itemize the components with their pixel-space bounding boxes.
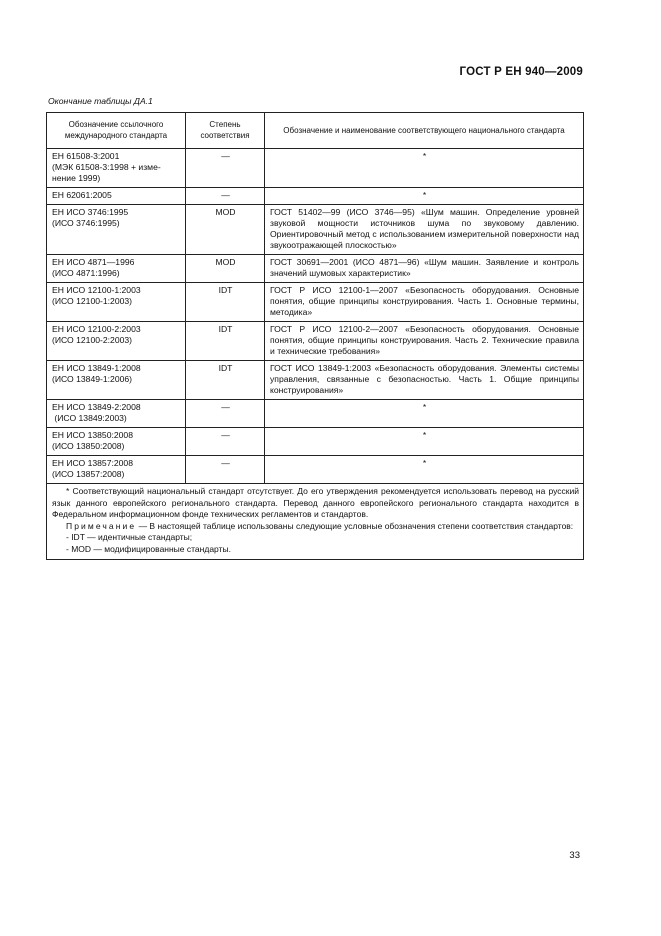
reference-line: (МЭК 61508-3:1998 + изме- xyxy=(52,162,161,172)
degree-cell: IDT xyxy=(186,322,265,361)
reference-cell xyxy=(47,188,186,205)
note-list-item: - MOD — модифицированные стандарты. xyxy=(66,543,231,554)
degree-cell: — xyxy=(186,400,265,428)
reference-line: ЕН 61508-3:2001 xyxy=(52,151,120,161)
reference-line: ЕН ИСО 3746:1995 xyxy=(52,207,129,217)
page-number: 33 xyxy=(569,850,580,861)
national-standard-cell: ГОСТ ИСО 13849-1:2003 «Безопасность оборудования. Элементы системы управления, связанные с безопасностью. Часть 1. Общие принципы конструирования» xyxy=(265,361,584,400)
national-standard-cell: * xyxy=(265,456,584,484)
reference-cell xyxy=(47,255,186,283)
degree-cell: IDT xyxy=(186,361,265,400)
degree-cell: — xyxy=(186,188,265,205)
reference-line: (ИСО 12100-2:2003) xyxy=(52,335,133,345)
table-row xyxy=(47,456,584,484)
reference-cell xyxy=(47,400,186,428)
reference-line: (ИСО 13850:2008) xyxy=(52,441,125,451)
reference-cell xyxy=(47,205,186,255)
reference-cell xyxy=(47,149,186,188)
reference-line: ЕН ИСО 13857:2008 xyxy=(52,458,133,468)
reference-line: ЕН ИСО 13850:2008 xyxy=(52,430,133,440)
note-text: — В настоящей таблице использованы следующие условные обозначения степени соответствия стандартов: xyxy=(136,520,574,531)
reference-line: ЕН 62061:2005 xyxy=(52,190,112,200)
reference-line: (ИСО 3746:1995) xyxy=(52,218,120,228)
table-caption: Окончание таблицы ДА.1 xyxy=(48,96,153,106)
national-standard-cell: ГОСТ 30691—2001 (ИСО 4871—96) «Шум машин. Заявление и контроль значений шумовых характеристик» xyxy=(265,255,584,283)
degree-cell: MOD xyxy=(186,255,265,283)
reference-line: (ИСО 13857:2008) xyxy=(52,469,125,479)
standards-table xyxy=(46,112,584,560)
column-header-national: Обозначение и наименование соответствующего национального стандарта xyxy=(265,113,584,149)
note-label: Примечание xyxy=(66,520,137,531)
table-header-row xyxy=(47,113,584,149)
national-standard-cell: * xyxy=(265,188,584,205)
table-row xyxy=(47,283,584,322)
table-row xyxy=(47,149,584,188)
reference-line: ЕН ИСО 12100-1:2003 xyxy=(52,285,141,295)
reference-line: (ИСО 13849:2003) xyxy=(52,413,127,423)
table-row xyxy=(47,428,584,456)
reference-line: ЕН ИСО 13849-1:2008 xyxy=(52,363,141,373)
reference-cell xyxy=(47,361,186,400)
reference-line: ЕН ИСО 13849-2:2008 xyxy=(52,402,141,412)
degree-cell: — xyxy=(186,149,265,188)
reference-cell xyxy=(47,322,186,361)
reference-cell xyxy=(47,456,186,484)
column-header-reference: Обозначение ссылочного международного стандарта xyxy=(47,113,186,149)
reference-line: (ИСО 13849-1:2006) xyxy=(52,374,133,384)
reference-cell xyxy=(47,283,186,322)
reference-line: (ИСО 4871:1996) xyxy=(52,268,120,278)
table-row xyxy=(47,255,584,283)
national-standard-cell: ГОСТ 51402—99 (ИСО 3746—95) «Шум машин. Определение уровней звуковой мощности источников шума по звуковому давлению. Ориентировочный метод с использованием измерительной поверхности над звукоотражающей плоскостью» xyxy=(265,205,584,255)
reference-line: ЕН ИСО 4871—1996 xyxy=(52,257,135,267)
table-notes-row xyxy=(47,484,584,560)
table-notes xyxy=(47,484,584,560)
note-list-item: - IDT — идентичные стандарты; xyxy=(66,532,193,543)
table-row xyxy=(47,205,584,255)
footnote: * Соответствующий национальный стандарт отсутствует. До его утверждения рекомендуется использовать перевод на русский язык данного европейского регионального стандарта. Перевод данного европейского регионального стандарта находится в Федеральном информационном фонде технических регламентов и стандартов. xyxy=(52,486,579,520)
degree-cell: MOD xyxy=(186,205,265,255)
reference-line: нение 1999) xyxy=(52,173,101,183)
national-standard-cell: * xyxy=(265,149,584,188)
national-standard-cell: ГОСТ Р ИСО 12100-2—2007 «Безопасность оборудования. Основные понятия, общие принципы конструирования. Часть 2. Технические правила и технические требования» xyxy=(265,322,584,361)
national-standard-cell: * xyxy=(265,428,584,456)
degree-cell: — xyxy=(186,428,265,456)
table-row xyxy=(47,322,584,361)
degree-cell: — xyxy=(186,456,265,484)
degree-cell: IDT xyxy=(186,283,265,322)
reference-cell xyxy=(47,428,186,456)
national-standard-cell: ГОСТ Р ИСО 12100-1—2007 «Безопасность оборудования. Основные понятия, общие принципы конструирования. Часть 1. Основные термины, методика» xyxy=(265,283,584,322)
reference-line: ЕН ИСО 12100-2:2003 xyxy=(52,324,141,334)
document-header: ГОСТ Р ЕН 940—2009 xyxy=(459,66,583,78)
table-row xyxy=(47,361,584,400)
reference-line: (ИСО 12100-1:2003) xyxy=(52,296,133,306)
table-row xyxy=(47,400,584,428)
note-paragraph xyxy=(52,521,579,533)
table-row xyxy=(47,188,584,205)
national-standard-cell: * xyxy=(265,400,584,428)
column-header-degree: Степень соответствия xyxy=(186,113,265,149)
